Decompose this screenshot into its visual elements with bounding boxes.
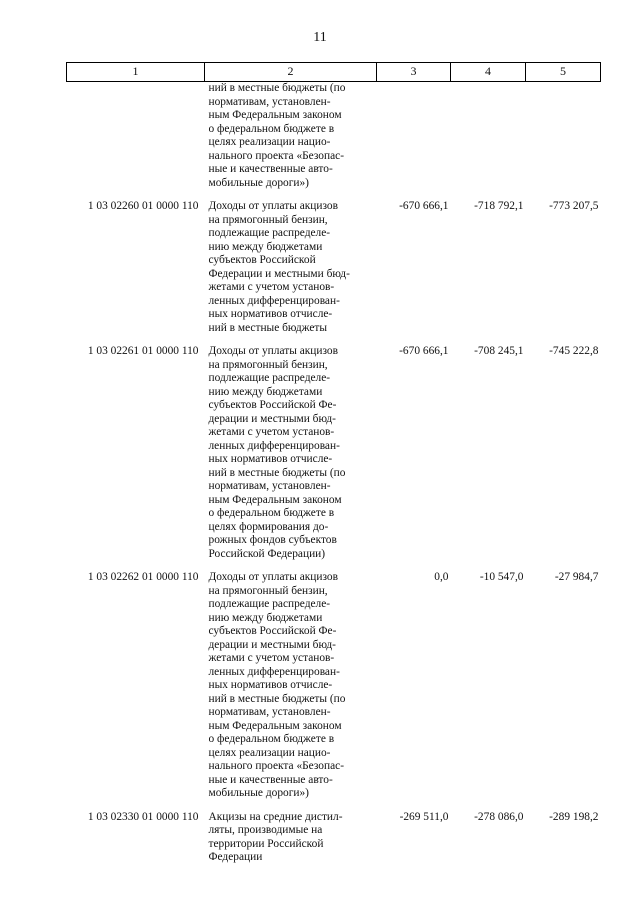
- header-col-2: 2: [205, 63, 377, 82]
- description-cell: ний в местные бюджеты (по нормативам, установлен- ным Федеральным законом о федеральном бюджете в целях реализации нацио- нального проекта «Безопас- ные и качественные авто- мобильные дороги»): [208, 82, 346, 189]
- value-col-5: -745 222,8: [549, 345, 599, 357]
- code-cell: 1 03 02261 01 0000 110: [87, 345, 199, 357]
- table-header: [67, 63, 601, 82]
- header-col-3: 3: [377, 63, 451, 82]
- header-col-1: 1: [67, 63, 205, 82]
- value-col-5: -27 984,7: [554, 571, 599, 583]
- table-row-continuation: [67, 82, 601, 191]
- table-row: [67, 200, 601, 335]
- description-cell: Доходы от уплаты акцизов на прямогонный бензин, подлежащие распределе- нию между бюджетами субъектов Российской Федерации и местными бюд- жетами с учетом установ- ленных дифференцирован- ных нормативов отчисле- ний в местные бюджеты: [208, 200, 350, 334]
- value-col-3: -670 666,1: [399, 200, 449, 212]
- code-cell: 1 03 02330 01 0000 110: [87, 810, 199, 823]
- description-cell: Доходы от уплаты акцизов на прямогонный бензин, подлежащие распределе- нию между бюджетами субъектов Российской Фе- дерации и местными бюд- жетами с учетом установ- ленных дифференцирован- ных нормативов отчисле- ний в местные бюджеты (по нормативам, установлен- ным Федеральным законом о федеральном бюджете в целях формирования до- рожных фондов субъектов Российской Федерации): [208, 345, 346, 560]
- header-col-4: 4: [451, 63, 526, 82]
- value-col-5: -773 207,5: [549, 200, 599, 212]
- budget-table: [66, 62, 601, 865]
- table-row: [67, 571, 601, 801]
- value-col-3: -269 511,0: [399, 810, 449, 823]
- value-col-5: -289 198,2: [549, 810, 599, 823]
- description-cell: Акцизы на средние дистил- ляты, производимые на территории Российской Федерации: [208, 810, 343, 863]
- value-col-3: 0,0: [434, 571, 449, 583]
- code-cell: 1 03 02260 01 0000 110: [87, 200, 199, 212]
- page-number: 11: [313, 30, 327, 45]
- description-cell: Доходы от уплаты акцизов на прямогонный бензин, подлежащие распределе- нию между бюджетами субъектов Российской Фе- дерации и местными бюд- жетами с учетом установ- ленных дифференцирован- ных нормативов отчисле- ний в местные бюджеты (по нормативам, установлен- ным Федеральным законом о федеральном бюджете в целях реализации нацио- нального проекта «Безопас- ные и качественные авто- мобильные дороги»): [208, 571, 346, 799]
- value-col-4: -10 547,0: [479, 571, 524, 583]
- value-col-3: -670 666,1: [399, 345, 449, 357]
- header-col-5: 5: [526, 63, 601, 82]
- table-row: [67, 345, 601, 561]
- value-col-4: -708 245,1: [474, 345, 524, 357]
- code-cell: 1 03 02262 01 0000 110: [87, 571, 199, 583]
- value-col-4: -718 792,1: [474, 200, 524, 212]
- table-row: [67, 811, 601, 865]
- value-col-4: -278 086,0: [474, 810, 524, 823]
